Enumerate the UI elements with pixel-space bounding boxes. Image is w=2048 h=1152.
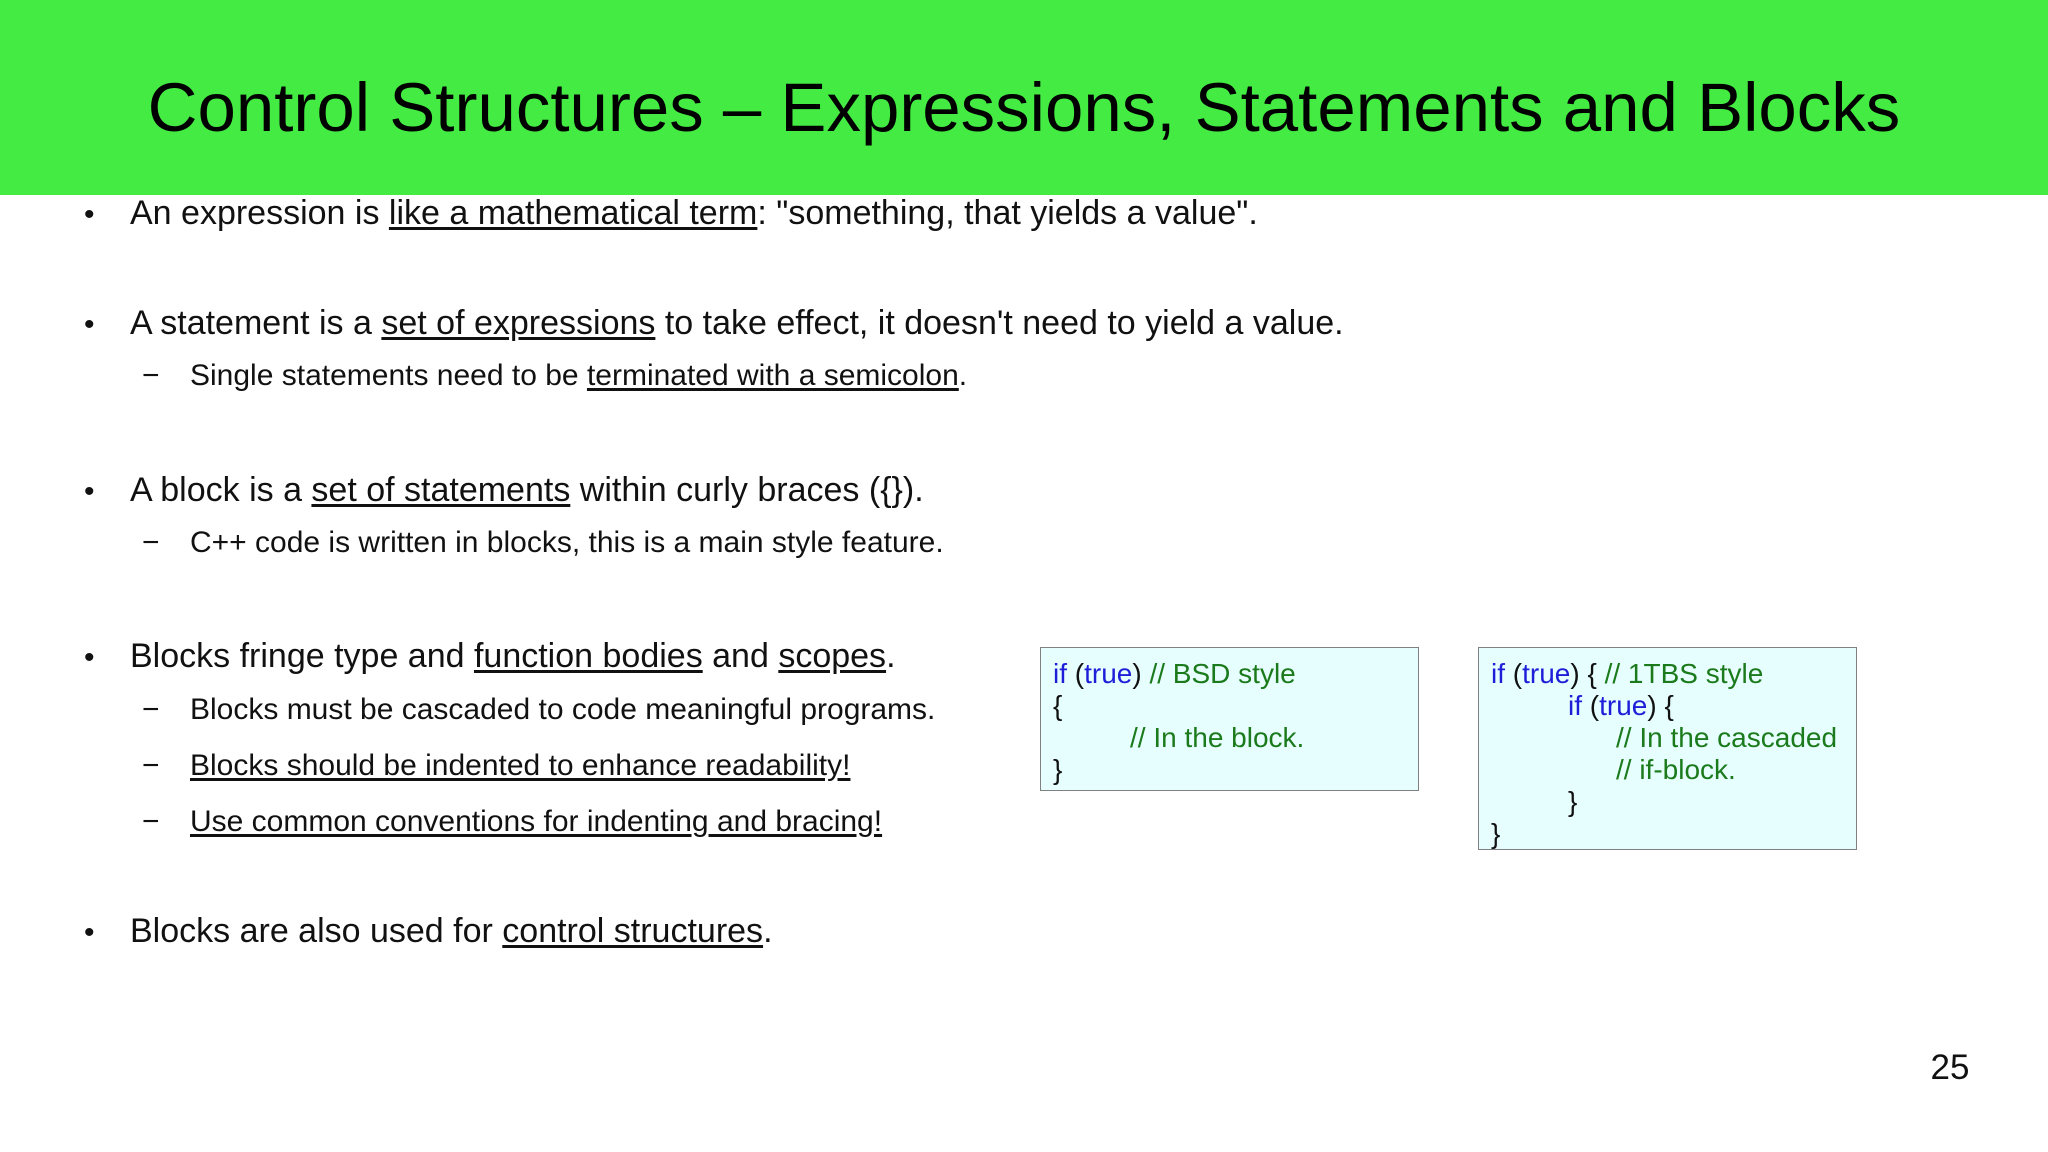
sub-bullet-text: C++ code is written in blocks, this is a main style feature.: [190, 526, 944, 559]
sub-bullet-text: Blocks must be cascaded to code meaningful programs.: [190, 693, 936, 726]
sub-bullet-marker: −: [142, 693, 160, 726]
bullet-statement: [84, 303, 1344, 345]
underlined-term: scopes: [778, 637, 887, 675]
code-punct: (: [1582, 690, 1600, 721]
bullet-marker: •: [84, 916, 95, 949]
bullet-text: .: [763, 912, 773, 950]
code-brace: }: [1568, 786, 1578, 817]
code-line: [1491, 690, 1844, 722]
code-keyword: true: [1599, 690, 1648, 721]
sub-bullet-cascaded: [142, 692, 935, 728]
code-comment: // BSD style: [1149, 658, 1296, 689]
code-punct: ): [1132, 658, 1150, 689]
bullet-marker: •: [84, 475, 95, 508]
code-punct: ) {: [1570, 658, 1605, 689]
bullet-fringe: [84, 636, 896, 678]
underlined-term: like a mathematical term: [388, 194, 758, 232]
code-line: [1491, 818, 1844, 850]
bullet-marker: •: [84, 641, 95, 674]
bullet-block: [84, 470, 924, 512]
underlined-term: set of expressions: [381, 304, 656, 342]
bullet-text: Blocks are also used for: [130, 912, 503, 950]
underlined-term: function bodies: [473, 637, 703, 675]
code-comment: // In the block.: [1130, 722, 1305, 753]
code-line: [1053, 722, 1406, 754]
underlined-term: set of statements: [311, 471, 571, 509]
bullet-text: A statement is a: [130, 304, 382, 342]
code-comment: // if-block.: [1616, 754, 1736, 785]
code-line: [1053, 690, 1406, 722]
bullet-text: A block is a: [130, 471, 312, 509]
code-comment: // In the cascaded: [1616, 722, 1838, 753]
code-line: [1053, 658, 1406, 690]
sub-bullet-conventions: [142, 804, 882, 840]
bullet-marker: •: [84, 308, 95, 341]
code-example-1tbs: [1478, 647, 1857, 850]
bullet-text: within curly braces ({}).: [570, 471, 924, 509]
underlined-term: Use common conventions for indenting and bracing!: [190, 805, 883, 838]
sub-bullet-marker: −: [142, 749, 160, 782]
underlined-term: control structures: [502, 912, 764, 950]
code-brace: }: [1491, 818, 1501, 849]
underlined-term: terminated with a semicolon: [586, 359, 959, 392]
title-banner: [0, 0, 2048, 195]
code-comment: // 1TBS style: [1604, 658, 1764, 689]
bullet-control-structures: [84, 911, 773, 953]
sub-bullet-text: .: [958, 359, 968, 392]
bullet-text: .: [886, 637, 896, 675]
code-punct: (: [1505, 658, 1523, 689]
code-brace: {: [1053, 690, 1063, 721]
code-keyword: true: [1084, 658, 1133, 689]
sub-bullet-semicolon: [142, 358, 967, 394]
bullet-text: and: [702, 637, 779, 675]
code-line: [1491, 658, 1844, 690]
slide-title: Control Structures – Expressions, Statements and Blocks: [147, 69, 1901, 146]
bullet-expression: [84, 193, 1258, 235]
sub-bullet-marker: −: [142, 805, 160, 838]
code-line: [1491, 786, 1844, 818]
bullet-text: Blocks fringe type and: [130, 637, 474, 675]
code-keyword: if: [1568, 690, 1582, 721]
sub-bullet-marker: −: [142, 359, 160, 392]
code-punct: (: [1067, 658, 1085, 689]
sub-bullet-marker: −: [142, 526, 160, 559]
page-number: 25: [1930, 1048, 1970, 1087]
bullet-text: to take effect, it doesn't need to yield a value.: [655, 304, 1344, 342]
bullet-text: : "something, that yields a value".: [757, 194, 1258, 232]
bullet-marker: •: [84, 198, 95, 231]
sub-bullet-text: Single statements need to be: [190, 359, 587, 392]
code-example-bsd: [1040, 647, 1419, 791]
bullet-text: An expression is: [130, 194, 389, 232]
code-brace: }: [1053, 754, 1063, 785]
sub-bullet-blocks-style: [142, 525, 944, 561]
sub-bullet-indented: [142, 748, 850, 784]
underlined-term: Blocks should be indented to enhance readability!: [190, 749, 851, 782]
code-keyword: if: [1053, 658, 1067, 689]
code-line: [1491, 754, 1844, 786]
code-punct: ) {: [1647, 690, 1674, 721]
code-keyword: true: [1522, 658, 1571, 689]
code-line: [1053, 754, 1406, 786]
code-line: [1491, 722, 1844, 754]
code-keyword: if: [1491, 658, 1505, 689]
